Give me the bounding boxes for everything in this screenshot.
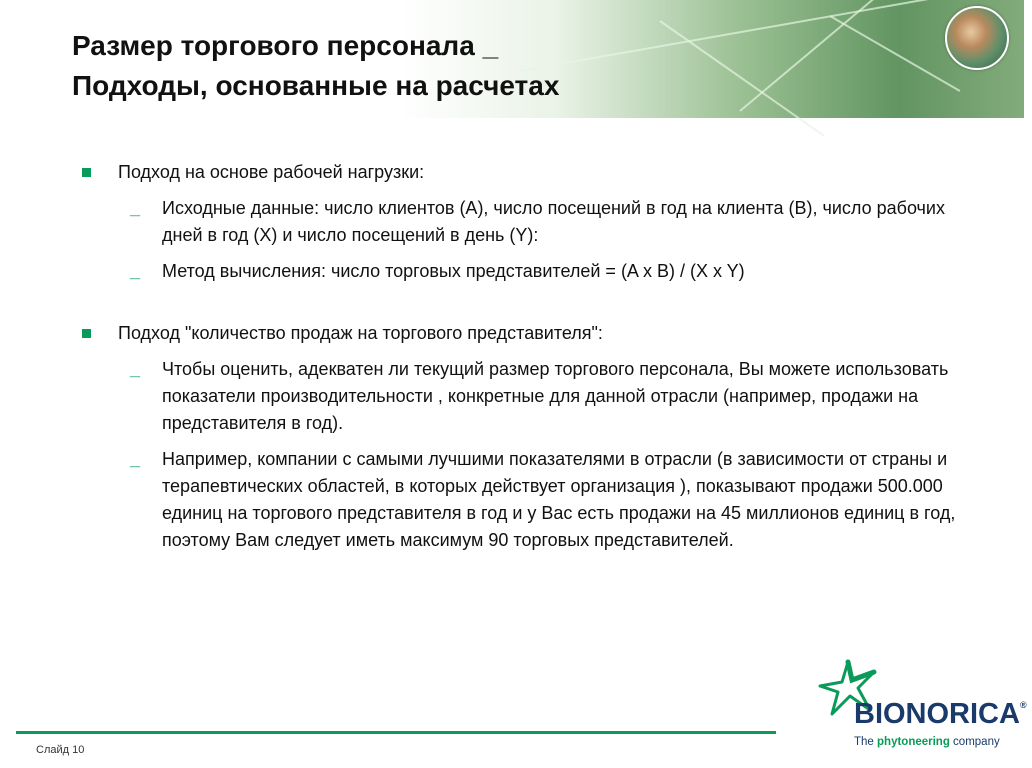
section-heading-text: Подход на основе рабочей нагрузки: xyxy=(118,162,425,182)
footer-divider xyxy=(16,731,776,734)
header-photo-icon xyxy=(945,6,1009,70)
page-title xyxy=(72,26,772,106)
logo-brand-text xyxy=(854,698,1027,731)
tagline-post: company xyxy=(949,736,1000,748)
dash-bullet-icon: _ xyxy=(130,359,141,379)
title-line-1: Размер торгового персонала _ xyxy=(72,30,499,61)
slide-number: Слайд 10 xyxy=(36,744,85,756)
company-logo xyxy=(818,660,1027,760)
title-line-2: Подходы, основанные на расчетах xyxy=(72,70,560,101)
section-heading xyxy=(80,158,960,186)
list-item xyxy=(80,258,960,285)
list-item-text: Исходные данные: число клиентов (A), число посещений в год на клиента (B), число рабочих дней в год (X) и число посещений в день (Y): xyxy=(162,198,945,245)
list-item-text: Чтобы оценить, адекватен ли текущий размер торгового персонала, Вы можете использовать показатели производительности , конкретные для данной отрасли (например, продажи на представителя в год). xyxy=(162,359,949,433)
tagline-em: phytoneering xyxy=(877,736,950,748)
logo-brand-name: BIONORICA xyxy=(854,698,1020,730)
section-heading-text: Подход "количество продаж на торгового представителя": xyxy=(118,323,603,343)
section-heading xyxy=(80,319,960,347)
list-item-text: Метод вычисления: число торговых представителей = (A x B) / (X x Y) xyxy=(162,261,745,281)
list-item xyxy=(80,356,960,437)
dash-bullet-icon: _ xyxy=(130,449,141,469)
registered-mark: ® xyxy=(1019,700,1027,710)
dash-bullet-icon: _ xyxy=(130,198,141,218)
list-item xyxy=(80,195,960,249)
slide-content xyxy=(80,158,960,554)
dash-bullet-icon: _ xyxy=(130,261,141,281)
list-item xyxy=(80,446,960,554)
list-item-text: Например, компании с самыми лучшими показателями в отрасли (в зависимости от страны и терапевтических областей, в которых действует организация ), показывают продажи 500.000 единиц на торгового представителя в год и у Вас есть продажи на 45 миллионов единиц в год, поэтому Вам следует иметь максимум 90 торговых представителей. xyxy=(162,449,956,550)
tagline-pre: The xyxy=(854,736,878,748)
logo-tagline xyxy=(854,736,1000,748)
square-bullet-icon xyxy=(82,329,91,338)
square-bullet-icon xyxy=(82,168,91,177)
